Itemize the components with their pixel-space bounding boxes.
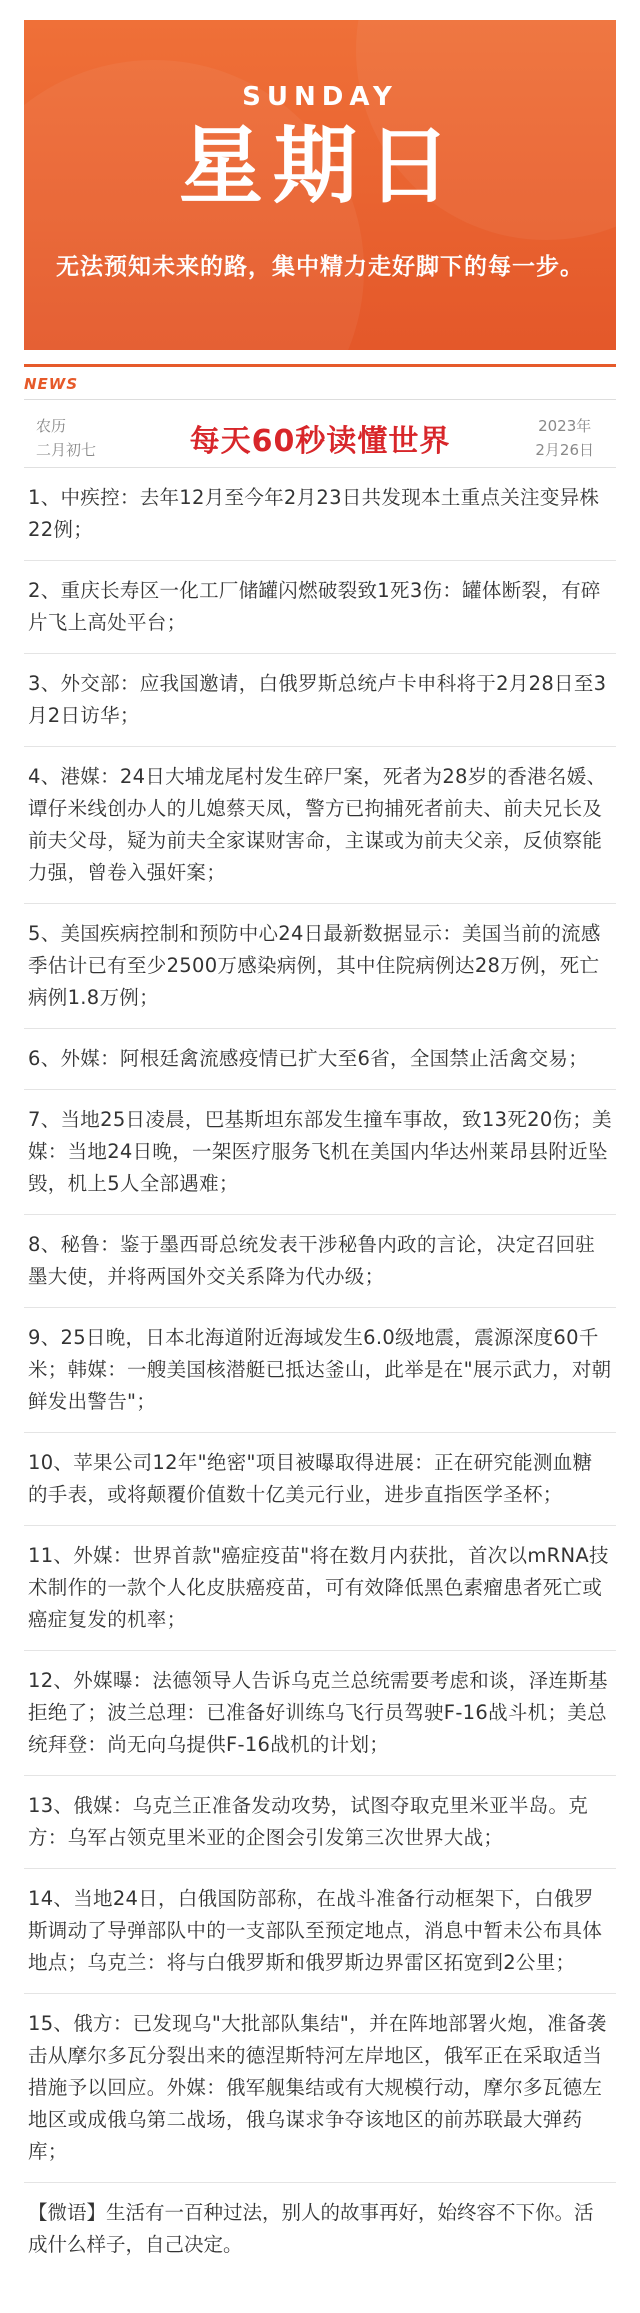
list-item: 7、当地25日凌晨，巴基斯坦东部发生撞车事故，致13死20伤；美媒：当地24日晚，一架医疗服务飞机在美国内华达州莱昂县附近坠毁，机上5人全部遇难； — [24, 1090, 616, 1215]
list-item: 13、俄媒：乌克兰正准备发动攻势，试图夺取克里米亚半岛。克方：乌军占领克里米亚的企图会引发第三次世界大战； — [24, 1776, 616, 1869]
list-item: 2、重庆长寿区一化工厂储罐闪燃破裂致1死3伤：罐体断裂，有碎片飞上高处平台； — [24, 561, 616, 654]
list-item: 5、美国疾病控制和预防中心24日最新数据显示：美国当前的流感季估计已有至少2500万感染病例，其中住院病例达28万例，死亡病例1.8万例； — [24, 904, 616, 1029]
dateline — [24, 410, 616, 468]
news-label: NEWS — [24, 375, 79, 393]
banner-motto: 无法预知未来的路，集中精力走好脚下的每一步。 — [56, 254, 584, 280]
list-item: 3、外交部：应我国邀请，白俄罗斯总统卢卡申科将于2月28日至3月2日访华； — [24, 654, 616, 747]
month-day: 2月26日 — [535, 441, 594, 459]
list-item: 9、25日晚，日本北海道附近海域发生6.0级地震，震源深度60千米；韩媒：一艘美国核潜艇已抵达釜山，此举是在"展示武力，对朝鲜发出警告"； — [24, 1308, 616, 1433]
page — [0, 20, 640, 2275]
list-item: 4、港媒：24日大埔龙尾村发生碎尸案，死者为28岁的香港名媛、谭仔米线创办人的儿媳蔡天凤，警方已拘捕死者前夫、前夫兄长及前夫父母，疑为前夫全家谋财害命，主谋或为前夫父亲，反侦察能力强，曾卷入强奸案； — [24, 747, 616, 904]
closing-quote: 【微语】生活有一百种过法，别人的故事再好，始终容不下你。活成什么样子，自己决定。 — [28, 2201, 594, 2256]
list-item: 14、当地24日，白俄国防部称，在战斗准备行动框架下，白俄罗斯调动了导弹部队中的一支部队至预定地点，消息中暂未公布具体地点；乌克兰：将与白俄罗斯和俄罗斯边界雷区拓宽到2公里； — [24, 1869, 616, 1994]
list-item: 6、外媒：阿根廷禽流感疫情已扩大至6省，全国禁止活禽交易； — [24, 1029, 616, 1090]
news-list — [24, 468, 616, 2275]
page-title: 每天60秒读懂世界 — [189, 424, 451, 459]
banner-day-chinese: 星期日 — [178, 116, 461, 215]
divider — [24, 399, 616, 400]
list-item: 11、外媒：世界首款"癌症疫苗"将在数月内获批，首次以mRNA技术制作的一款个人化皮肤癌疫苗，可有效降低黑色素瘤患者死亡或癌症复发的机率； — [24, 1526, 616, 1651]
lunar-value: 二月初七 — [36, 441, 97, 459]
list-item: 8、秘鲁：鉴于墨西哥总统发表干涉秘鲁内政的言论，决定召回驻墨大使，并将两国外交关系降为代办级； — [24, 1215, 616, 1308]
list-item: 12、外媒曝：法德领导人告诉乌克兰总统需要考虑和谈，泽连斯基拒绝了；波兰总理：已准备好训练乌飞行员驾驶F-16战斗机；美总统拜登：尚无向乌提供F-16战机的计划； — [24, 1651, 616, 1776]
list-item: 10、苹果公司12年"绝密"项目被曝取得进展：正在研究能测血糖的手表，或将颠覆价值数十亿美元行业，进步直指医学圣杯； — [24, 1433, 616, 1526]
lunar-label: 农历 — [36, 417, 67, 435]
banner-day-english: SUNDAY — [242, 82, 398, 112]
header-banner — [24, 20, 616, 350]
list-item: 15、俄方：已发现乌"大批部队集结"，并在阵地部署火炮，准备袭击从摩尔多瓦分裂出来的德涅斯特河左岸地区，俄军正在采取适当措施予以回应。外媒：俄军舰集结或有大规模行动，摩尔多瓦德左地区或成俄乌第二战场，俄乌谋求争夺该地区的前苏联最大弹药库； — [24, 1994, 616, 2183]
news-bar — [24, 364, 616, 400]
list-item: 1、中疾控：去年12月至今年2月23日共发现本土重点关注变异株22例； — [24, 468, 616, 561]
year: 2023年 — [538, 417, 592, 435]
solar-date — [535, 414, 594, 462]
